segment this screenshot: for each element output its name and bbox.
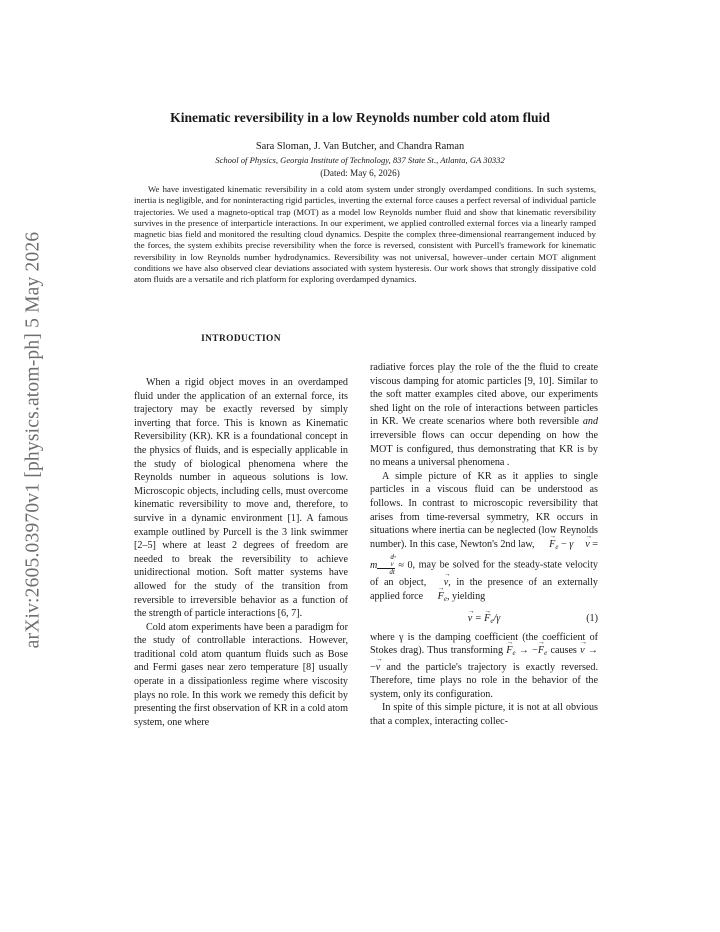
velocity-reversal-math: → v → −→ v	[370, 645, 598, 673]
intro-paragraph-2: Cold atom experiments have been a paradigm for the study of controllable interactions. However, traditional cold atom quantum fluids such as Bose and Fermi gases near zero temperature [8] usually operate in a dissipationless regime where viscosity plays no role. In this work we remedy this deficit by presenting the first observation of KR in a cold atom system, one where	[134, 621, 348, 728]
intro-paragraph-1: When a rigid object moves in an overdamped fluid under the application of an external force, its trajectory may be exactly reversed by simply inverting that force. This is known as Kinematic Reversibility (KR). KR is a foundational concept in the physics of fluids, and is especially applicable in the study of biological phenomena where the Reynolds number in aqueous solutions is low. Microscopic objects, including cells, must overcome kinematic reversibility to move and, therefore, to survive in a dynamic environment [1]. A famous example outlined by Purcell is the 3 link swimmer [2–5] where at least 2 degrees of freedom are needed to break the reversibility to achieve unidirectional motion. Soft matter systems have allowed for the study of the transition from reversible to irreversible behavior as a function of the strength of particle interactions [6, 7].	[134, 377, 348, 620]
force-symbol: → $F_e$	[426, 591, 447, 602]
paper-title: Kinematic reversibility in a low Reynolds number cold atom fluid	[170, 110, 550, 125]
date-line: (Dated: May 6, 2026)	[320, 168, 400, 178]
right-paragraph-2: A simple picture of KR as it applies to single particles in a viscous fluid can be understood as follows. In contrast to microscopic reversibility that arises from time-reversal symmetry, KR occurs in situations where inertia can be neglected (low Reynolds number). In this case, Newton's 2nd law, → $F_e - \gamma\to v = m$ d → v dt ≈ 0, may be solved for the steady-state velocity of an object, → v, in the presence of an externally applied force → $F_e$, yielding	[370, 470, 598, 607]
equation-1	[370, 607, 598, 631]
author-list: Sara Sloman, J. Van Butcher, and Chandra Raman	[255, 141, 465, 152]
section-heading-introduction: INTRODUCTION	[201, 334, 281, 344]
force-reversal-math: → $F_e$ → −→ $F_e$	[506, 645, 547, 656]
equation-1-expression: → v = → $F_e/\gamma$	[370, 607, 598, 633]
right-paragraph-3: where γ is the damping coefficient (the coefficient of Stokes drag). Thus transforming → $F_e$ → −→ $F_e$ causes → v → −→ v and the particle's trajectory is exactly reversed. Therefore, time plays no role in the behavior of the system, only its configuration.	[370, 631, 598, 702]
right-paragraph-4: In spite of this simple picture, it is not at all obvious that a complex, interacting collec-	[370, 702, 598, 728]
newton-equation-inline: → $F_e - \gamma\to v = m$ d → v dt ≈ 0	[370, 539, 598, 571]
left-column	[134, 376, 348, 729]
arxiv-identifier: arXiv:2605.03970v1 [physics.atom-ph] 5 May 2026	[22, 231, 43, 649]
right-column	[370, 361, 598, 729]
right-paragraph-1: radiative forces play the role of the the fluid to create viscous damping for atomic particles [9, 10]. Similar to the soft matter examples cited above, our experiments shed light on the role of interactions between particles in KR. We create scenarios where both reversible and irreversible flows can occur depending on how the MOT is configured, thus demonstrating that KR is by no means a universal phenomena .	[370, 362, 598, 469]
arxiv-sidebar-stamp	[8, 205, 58, 675]
equation-1-number: (1)	[586, 612, 598, 624]
abstract: We have investigated kinematic reversibility in a cold atom system under strongly overdamped conditions. In such systems, inertia is negligible, and for noninteracting rigid particles, inverting the external force causes a perfect reversal of individual particle trajectories. We used a magneto-optical trap (MOT) as a model low Reynolds number fluid and show that kinematic reversibility survives in the presence of interparticle interactions. In our experiment, we applied controlled external forces via a linearly ramped magnetic bias field and monitored the resulting cloud dynamics. Despite the complex three-dimensional rearrangement induced by the forces, the system exhibits precise reversibility when the force is reversed, consistent with Purcell's framework for kinematic reversibility in low Reynolds number hydrodynamics. Reversibility was not universal, however–under certain MOT alignment conditions we have also observed clear deviations associated with system hysteresis. Our work shows that strongly dissipative cold atom fluids are a versatile and rich platform for exploring overdamped dynamics.	[134, 184, 596, 285]
affiliation: School of Physics, Georgia Institute of Technology, 837 State St., Atlanta, GA 30332	[215, 155, 505, 165]
velocity-symbol: → v	[432, 577, 449, 588]
